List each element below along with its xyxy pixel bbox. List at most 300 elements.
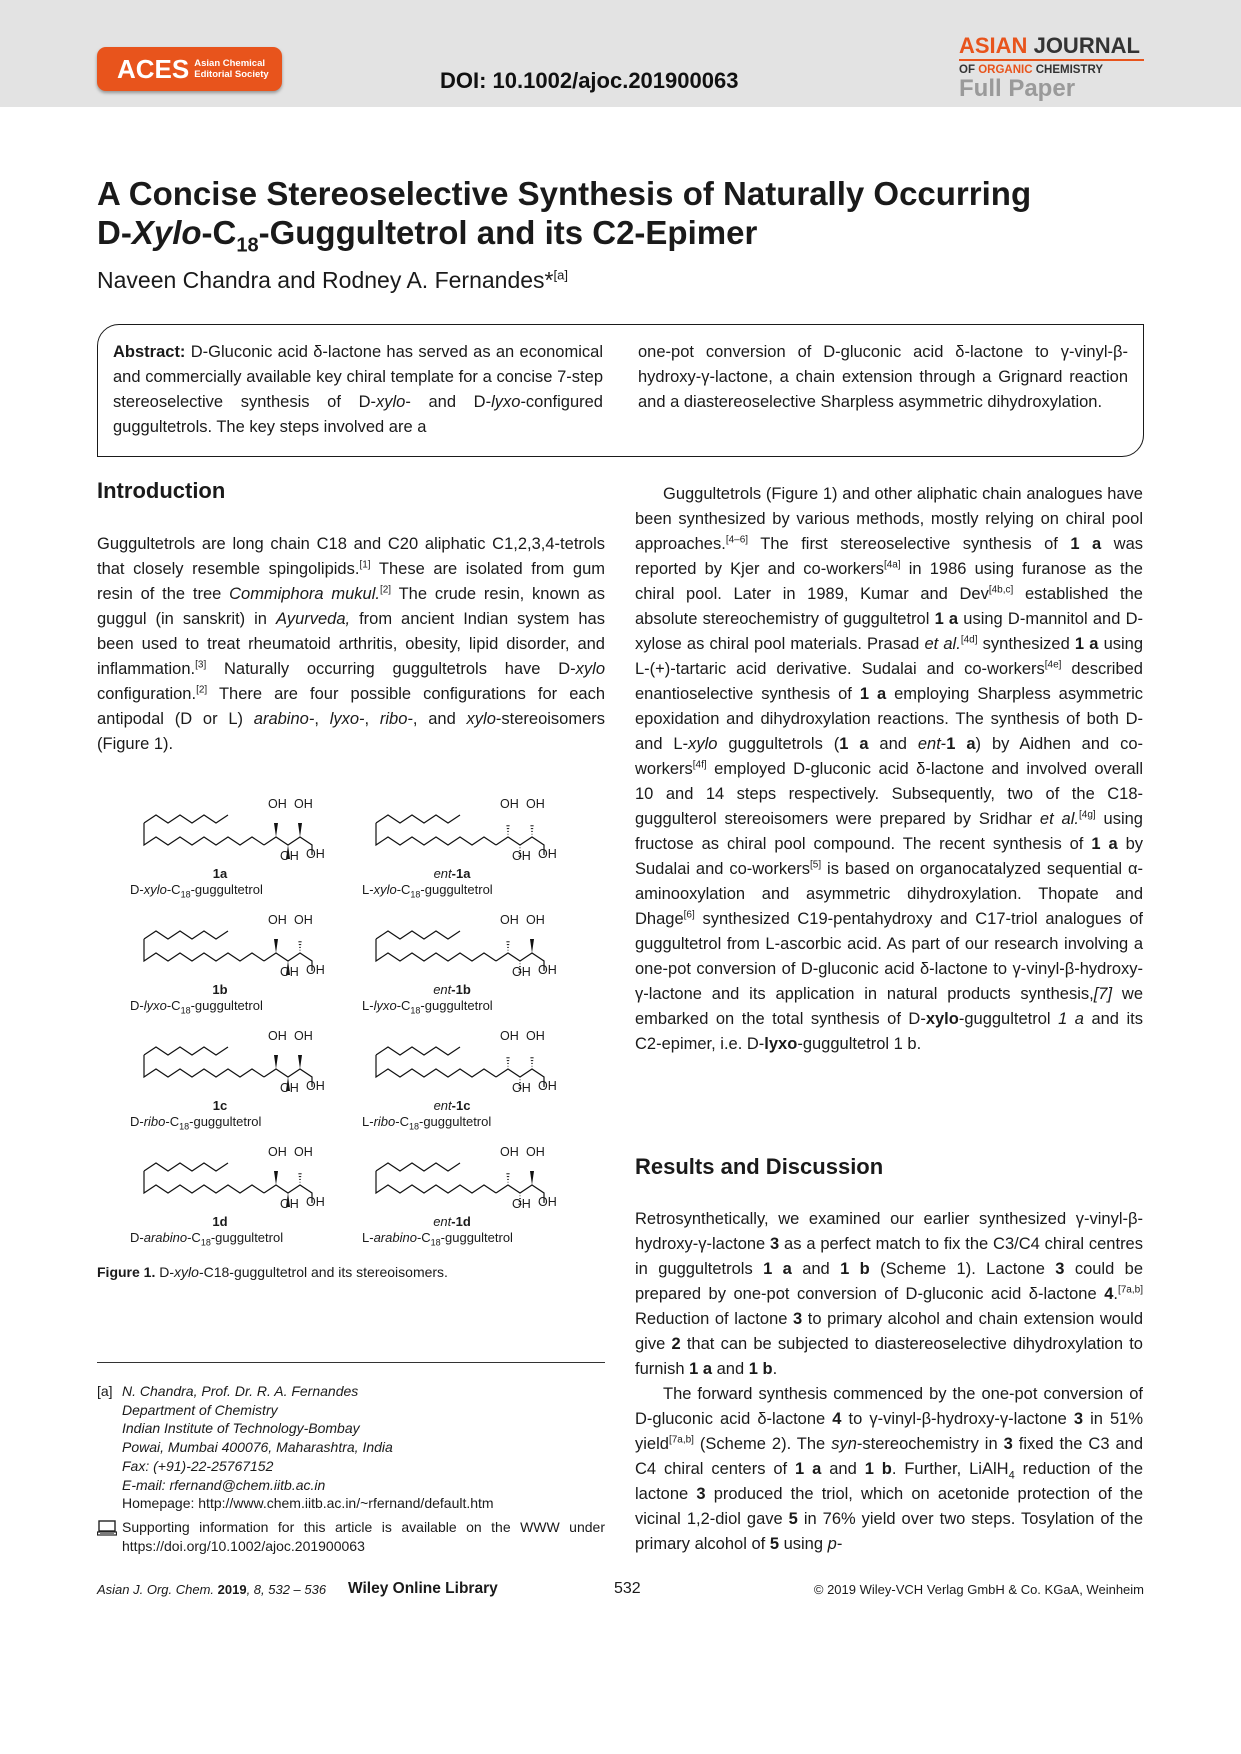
intro-xylo: xylo: [575, 660, 605, 678]
compound-label: [372, 1214, 532, 1229]
text-run: -guggultetrol: [958, 1010, 1059, 1028]
ref-link[interactable]: [4d]: [960, 634, 978, 646]
intro-species: Commiphora mukul.: [229, 585, 380, 603]
name-part: -C: [395, 1114, 409, 1129]
results-section: [635, 1154, 1143, 1180]
hydroxyl-label: OH: [268, 797, 287, 811]
text-run: fixed the C3 and C4 chiral centers of: [635, 1435, 1143, 1478]
text-run: -stereochemistry in: [856, 1435, 1004, 1453]
name-part: -guggultetrol: [420, 998, 493, 1013]
text-run: using: [779, 1535, 828, 1553]
name-part: 18: [180, 1005, 191, 1016]
intro-c: The crude resin, known as guggul (in sanskrit) in: [97, 585, 605, 628]
hydroxyl-label: OH: [512, 1197, 531, 1211]
text-run: -: [940, 735, 947, 753]
page-number: 532: [614, 1580, 641, 1597]
doi[interactable]: DOI: 10.1002/ajoc.201900063: [440, 68, 739, 93]
intro-arabino: arabino-: [253, 710, 315, 728]
abs-t2: -: [370, 393, 376, 411]
hydroxyl-label: OH: [526, 797, 545, 811]
compound-number: 2: [671, 1335, 681, 1353]
copyright: © 2019 Wiley-VCH Verlag GmbH & Co. KGaA, Weinheim: [813, 1582, 1144, 1597]
ref-link[interactable]: [4–6]: [725, 534, 749, 546]
compound-number: 1 a: [839, 735, 869, 753]
name-part: -guggultetrol: [189, 1114, 262, 1129]
compound-number: lyxo: [764, 1035, 798, 1053]
computer-icon: [97, 1520, 117, 1536]
compound-name: [362, 882, 542, 900]
hydroxyl-label: OH: [500, 797, 519, 811]
figure-1: [130, 795, 580, 1255]
compound-label: 1b: [212, 982, 228, 997]
abs-d3: D: [473, 393, 486, 411]
ref-link[interactable]: [7a,b]: [1117, 1284, 1143, 1296]
journal-word-chemistry: CHEMISTRY: [1035, 64, 1104, 76]
footer-year: 2019: [217, 1582, 247, 1597]
text-run: as a perfect match to fix the C3/C4 chiral centres in guggultetrols: [635, 1235, 1143, 1278]
wedge-bond: [274, 823, 278, 837]
name-part: xylo: [373, 882, 397, 897]
hydroxyl-label: OH: [280, 965, 299, 979]
name-part: L-: [362, 882, 374, 897]
text-run: 1 b: [893, 1035, 917, 1053]
ref-link[interactable]: [5]: [810, 859, 822, 871]
abs-lyxo: lyxo: [491, 393, 521, 411]
wedge-bond: [274, 939, 278, 953]
text-run: The forward synthesis commenced by the one-pot conversion of D-gluconic acid δ-lactone: [635, 1385, 1143, 1428]
compound-number: 3: [1073, 1410, 1084, 1428]
aces-logo-subtitle: [194, 58, 268, 80]
text-run: in 76% yield over two steps. Tosylation of the primary alcohol of: [635, 1510, 1143, 1553]
compound-num: -1b: [451, 982, 471, 997]
hydroxyl-label: OH: [538, 963, 557, 977]
text-run: Reduction of lactone: [635, 1310, 793, 1328]
compound-label: 1d: [212, 1214, 228, 1229]
title-sub18: 18: [236, 234, 259, 257]
text-run: . Further, LiAlH: [891, 1460, 1009, 1478]
compound-number: 3: [793, 1310, 803, 1328]
name-part: -guggultetrol: [210, 1230, 284, 1245]
compound-number: 1 b: [864, 1460, 892, 1478]
compound-num: -1a: [451, 866, 471, 881]
abs-r-a: one-pot conversion of: [638, 343, 824, 361]
abs-t3: - and: [405, 393, 474, 411]
text-run: could be prepared by one-pot conversion of D-gluconic acid δ-lactone: [635, 1260, 1144, 1303]
intro-sep: ,: [364, 710, 380, 728]
text-run: employed D-gluconic acid δ-lactone and involved overall 10 and 14 steps respectively. Subsequently, two of the C18-guggulterol stereoisomers were prepared by Sridhar: [635, 760, 1143, 828]
supporting-info-note: [97, 1518, 605, 1555]
fig-cap-it: xylo: [174, 1264, 199, 1280]
compound-name: [130, 998, 310, 1016]
supporting-info-text[interactable]: Supporting information for this article is available on the WWW under https://doi.org/10.1002/ajoc.201900063: [122, 1519, 605, 1554]
author-names: Naveen Chandra and Rodney A. Fernandes*: [97, 267, 554, 293]
aces-logo: [97, 47, 282, 91]
abs-d2: D: [358, 393, 371, 411]
italic-text: [7]: [1093, 985, 1113, 1003]
compound-number: 1 a: [1091, 835, 1118, 853]
footnote-rule: [97, 1362, 605, 1363]
wedge-bond: [274, 1171, 278, 1185]
compound-number: 1 a: [763, 1260, 792, 1278]
ref-link[interactable]: [4a]: [883, 559, 901, 571]
compound-number: 3: [1003, 1435, 1013, 1453]
text-run: guggultetrols (: [717, 735, 840, 753]
text-run: and: [712, 1360, 749, 1378]
text-run: -guggultetrol: [797, 1035, 894, 1053]
hydroxyl-label: OH: [268, 1029, 287, 1043]
journal-word-organic: ORGANIC: [978, 64, 1033, 76]
article-type: Full Paper: [959, 75, 1076, 102]
title-d-prefix: D-: [97, 214, 132, 251]
hydroxyl-label: OH: [294, 913, 313, 927]
ref-link[interactable]: [6]: [683, 909, 695, 921]
compound-number: 3: [1055, 1260, 1065, 1278]
abs-xylo: xylo: [375, 393, 406, 411]
journal-logo: [959, 35, 1144, 101]
text-run: Guggultetrols (Figure 1) and other aliphatic chain analogues have been synthesized by various methods, mostly relying on chiral pool approaches.: [635, 485, 1143, 553]
title-xylo: Xylo: [131, 214, 202, 251]
footnote-address: Powai, Mumbai 400076, Maharashtra, India: [122, 1439, 393, 1456]
footnote-tag: [a]: [97, 1383, 113, 1399]
name-part: D-: [130, 1114, 144, 1129]
title-line1: A Concise Stereoselective Synthesis of Naturally Occurring: [97, 175, 1032, 212]
chain-bond: [144, 931, 228, 939]
footnote-names: N. Chandra, Prof. Dr. R. A. Fernandes: [122, 1383, 359, 1399]
text-run: Retrosynthetically, we examined our earlier synthesized γ-vinyl-β-hydroxy-γ-lactone: [635, 1210, 1143, 1253]
text-run: is based on organocatalyzed sequential α-aminooxylation and asymmetric dihydroxylation. Thopate and Dhage: [635, 860, 1143, 928]
hydroxyl-label: OH: [500, 1145, 519, 1159]
text-run: by Sudalai and co-workers: [635, 835, 1144, 878]
wedge-bond: [530, 939, 534, 953]
name-part: lyxo: [143, 998, 167, 1013]
name-part: -guggultetrol: [420, 882, 493, 897]
name-part: 18: [180, 889, 191, 900]
ref-link[interactable]: [7a,b]: [668, 1434, 694, 1446]
wedge-bond: [530, 1171, 534, 1185]
name-part: 18: [179, 1121, 190, 1132]
italic-text: 1 a: [1058, 1010, 1084, 1028]
figure-caption-label: Figure 1.: [97, 1264, 156, 1280]
footnote-homepage[interactable]: Homepage: http://www.chem.iitb.ac.in/~rfernand/default.htm: [122, 1495, 494, 1512]
italic-text: et al.: [924, 635, 961, 653]
text-run: (Scheme 1). Lactone: [869, 1260, 1056, 1278]
hydroxyl-label: OH: [512, 849, 531, 863]
name-part: 18: [410, 1005, 421, 1016]
name-part: -C: [396, 998, 411, 1013]
text-run: ) by Aidhen and co-workers: [635, 735, 1143, 778]
text-run: and: [791, 1260, 841, 1278]
intro-sep: ,: [314, 710, 330, 728]
italic-text: et al.: [1039, 810, 1079, 828]
ent-prefix: ent: [433, 1214, 452, 1229]
chain-bond: [376, 1163, 460, 1171]
chain-bond: [376, 1171, 496, 1193]
footer-citation: [97, 1582, 326, 1597]
results-paragraph-1: [635, 1207, 1143, 1382]
name-part: ribo: [373, 1114, 396, 1129]
journal-logo-rule: [959, 59, 1144, 61]
compound-label: [372, 982, 532, 997]
compound-name: [130, 1230, 310, 1248]
name-part: L-: [362, 1230, 374, 1245]
hydroxyl-label: OH: [268, 1145, 287, 1159]
ent-prefix: ent: [433, 1098, 452, 1113]
name-part: L-: [362, 1114, 374, 1129]
ref-link[interactable]: [1]: [359, 559, 371, 571]
ref-link[interactable]: [4e]: [1044, 659, 1062, 671]
text-run: and its C2-epimer, i.e. D-: [635, 1010, 1143, 1053]
text-run: and: [821, 1460, 865, 1478]
results-heading: Results and Discussion: [635, 1154, 884, 1179]
name-part: 18: [410, 889, 421, 900]
journal-word-of: OF: [959, 64, 975, 76]
footnote-inst: Indian Institute of Technology-Bombay: [122, 1420, 360, 1437]
fig-cap-pre: D-: [155, 1264, 175, 1280]
compound-number: xylo: [925, 1010, 959, 1028]
affiliation-footnote: [97, 1382, 605, 1513]
name-part: xylo: [143, 882, 167, 897]
introduction-heading: Introduction: [97, 478, 226, 503]
text-run: -: [836, 1535, 843, 1553]
hydroxyl-label: OH: [500, 1029, 519, 1043]
name-part: -guggultetrol: [190, 998, 263, 1013]
hydroxyl-label: OH: [280, 1081, 299, 1095]
name-part: 18: [200, 1237, 211, 1248]
hydroxyl-label: OH: [538, 847, 557, 861]
hydroxyl-label: OH: [306, 963, 325, 977]
text-run: synthesized C19-pentahydroxy and C17-triol analogues of guggultetrol from L-ascorbic acid. As part of our research involving a one-pot conversion of D-gluconic acid δ-lactone to γ-vinyl-β-hydroxy-γ-lactone and its application in natural products synthesis,: [635, 910, 1143, 1003]
ref-link[interactable]: [3]: [195, 659, 207, 671]
ref-link[interactable]: [2]: [379, 584, 392, 596]
intro-e: Naturally occurring guggultetrols have D-: [206, 660, 576, 678]
footer-vol: , 8, 532 – 536: [246, 1582, 327, 1597]
text-run: established the absolute stereochemistry of guggultetrol: [635, 585, 1143, 628]
intro-continued-paragraph: [635, 482, 1143, 1057]
text-run: The first stereoselective synthesis of: [748, 535, 1071, 553]
name-part: -guggultetrol: [418, 1114, 492, 1129]
journal-word-asian: ASIAN: [959, 33, 1028, 58]
title-c: -C: [201, 214, 237, 251]
hydroxyl-label: OH: [538, 1079, 557, 1093]
intro-xylo2: xylo: [466, 710, 496, 728]
text-run: described enantioselective synthesis of: [635, 660, 1143, 703]
author-affil-mark: [a]: [553, 267, 568, 283]
text-run: in 51% yield: [635, 1410, 1143, 1453]
compound-number: 1 b: [840, 1260, 870, 1278]
compound-number: 1 a: [795, 1460, 822, 1478]
name-part: -C: [166, 882, 181, 897]
compound-name: [362, 1114, 542, 1132]
article-title: [97, 174, 1097, 266]
journal-word-journal: JOURNAL: [1033, 33, 1140, 58]
hydroxyl-label: OH: [538, 1195, 557, 1209]
hydroxyl-label: OH: [306, 847, 325, 861]
intro-d: from ancient Indian system has been used to treat rheumatoid arthritis, obesity, lipid disorder, and inflammation.: [97, 610, 605, 678]
name-part: -C: [396, 882, 411, 897]
intro-b: These are isolated from gum resin of the tree: [97, 560, 605, 603]
name-part: L-: [362, 998, 374, 1013]
aces-sub-line1: Asian Chemical: [194, 58, 265, 69]
compound-number: 3: [770, 1235, 780, 1253]
intro-ayurveda: Ayurveda,: [275, 610, 351, 628]
footer-journal: Asian J. Org. Chem.: [97, 1582, 218, 1597]
name-part: -C: [416, 1230, 431, 1245]
name-part: D-: [130, 998, 144, 1013]
wedge-bond: [274, 1055, 278, 1069]
compound-number: 1 a: [946, 735, 976, 753]
text-run: reduction of the lactone: [635, 1460, 1144, 1503]
compound-label: [372, 1098, 532, 1113]
ref-link[interactable]: [2]: [196, 684, 208, 696]
results-paragraph-2: [635, 1382, 1143, 1557]
ref-link[interactable]: [4f]: [692, 759, 707, 771]
chain-bond: [144, 939, 264, 961]
compound-label: 1a: [212, 866, 228, 881]
hydroxyl-label: OH: [294, 797, 313, 811]
chain-bond: [376, 815, 460, 823]
intro-ribo: ribo-: [379, 710, 413, 728]
ref-link[interactable]: [4g]: [1078, 809, 1096, 821]
abstract-label: Abstract:: [113, 343, 186, 361]
intro-lyxo: lyxo-: [329, 710, 365, 728]
compound-number: 1 a: [1074, 635, 1099, 653]
chain-bond: [376, 1047, 460, 1055]
figure-caption: [97, 1264, 448, 1280]
italic-text: p: [827, 1535, 837, 1553]
compound-number: 5: [769, 1535, 779, 1553]
compound-number: 1 a: [689, 1360, 713, 1378]
compound-name: [362, 998, 542, 1016]
footnote-fax: Fax: (+91)-22-25767152: [122, 1457, 274, 1474]
hydroxyl-label: OH: [268, 913, 287, 927]
compound-number: 5: [788, 1510, 798, 1528]
footnote-dept: Department of Chemistry: [122, 1401, 278, 1418]
compound-number: 1 a: [1070, 535, 1102, 553]
compound-label: 1c: [212, 1098, 228, 1113]
text-run: .: [916, 1035, 922, 1053]
hydroxyl-label: OH: [512, 965, 531, 979]
hydroxyl-label: OH: [526, 1145, 545, 1159]
text-run: using L-(+)-tartaric acid derivative. Sudalai and co-workers: [635, 635, 1144, 678]
hydroxyl-label: OH: [294, 1145, 313, 1159]
abs-r-b: -gluconic acid δ-lactone to γ-vinyl-β-hydroxy-γ-lactone, a chain extension through a Grignard reaction and a diastereoselective Sharpless asymmetric dihydroxylation.: [638, 343, 1128, 411]
name-part: -C: [187, 1230, 201, 1245]
compound-number: 3: [696, 1485, 706, 1503]
subscript: 4: [1008, 1469, 1015, 1482]
name-part: -C: [165, 1114, 180, 1129]
abs-t5: -configured guggultetrols. The key steps involved are a: [113, 393, 603, 436]
ref-link[interactable]: [4b,c]: [988, 584, 1014, 596]
wedge-bond: [298, 1055, 302, 1069]
abstract-left: [113, 340, 603, 440]
aces-logo-word: ACES: [117, 53, 190, 84]
text-run: synthesized: [977, 635, 1075, 653]
abs-d1: D: [190, 343, 203, 361]
compound-name: [130, 1114, 310, 1132]
title-line2: [97, 213, 1097, 266]
compound-name: [362, 1230, 542, 1248]
abs-r-d: D: [823, 343, 836, 361]
name-part: -C: [166, 998, 181, 1013]
hydroxyl-label: OH: [306, 1195, 325, 1209]
hydroxyl-label: OH: [280, 1197, 299, 1211]
text-run: .: [1113, 1285, 1118, 1303]
text-run: was reported by Kjer and co-workers: [635, 535, 1144, 578]
chain-bond: [144, 823, 264, 845]
name-part: -guggultetrol: [440, 1230, 513, 1245]
text-run: using D-mannitol and D-xylose as chiral pool materials. Prasad: [635, 610, 1144, 653]
intro-f: configuration.: [97, 685, 197, 703]
compound-num: -1d: [451, 1214, 471, 1229]
abs-t1: -Gluconic acid δ-lactone has served as an economical and commercially available key chiral template for a concise 7-step stereoselective synthesis of: [113, 343, 603, 411]
italic-text: ent: [917, 735, 941, 753]
hydroxyl-label: OH: [280, 849, 299, 863]
hydroxyl-label: OH: [526, 1029, 545, 1043]
compound-number: 4: [1104, 1285, 1114, 1303]
hydroxyl-label: OH: [306, 1079, 325, 1093]
hydroxyl-label: OH: [512, 1081, 531, 1095]
chain-bond: [376, 939, 496, 961]
intro-i: -stereoisomers (Figure 1).: [97, 710, 606, 753]
chain-bond: [376, 931, 460, 939]
wedge-bond: [298, 823, 302, 837]
compound-number: 4: [832, 1410, 842, 1428]
name-part: 18: [430, 1237, 441, 1248]
compound-name: [130, 882, 310, 900]
intro-h: , and: [412, 710, 467, 728]
compound-number: 1 b: [748, 1360, 773, 1378]
compound-number: 1 a: [934, 610, 959, 628]
ent-prefix: ent: [433, 982, 452, 997]
text-run: to primary alcohol and chain extension would give: [635, 1310, 1143, 1353]
name-part: arabino: [373, 1230, 417, 1245]
text-run: produced the triol, which on acetonide protection of the vicinal 1,2-diol gave: [635, 1485, 1143, 1528]
ent-prefix: ent: [433, 866, 452, 881]
compound-label: [372, 866, 532, 881]
introduction-section: [97, 478, 605, 504]
title-rest: -Guggultetrol and its C2-Epimer: [258, 214, 758, 251]
italic-text: syn: [831, 1435, 857, 1453]
intro-a: Guggultetrols are long chain C18 and C20 aliphatic C1,2,3,4-tetrols that closely resemble spingolipids.: [97, 535, 605, 578]
hydroxyl-label: OH: [294, 1029, 313, 1043]
chain-bond: [144, 1171, 264, 1193]
footnote-email[interactable]: E-mail: rfernand@chem.iitb.ac.in: [122, 1476, 326, 1493]
hydroxyl-label: OH: [500, 913, 519, 927]
chain-bond: [376, 1055, 496, 1077]
intro-g: There are four possible configurations for each antipodal (D or L): [97, 685, 605, 728]
text-run: using fructose as chiral pool compound. The recent synthesis of: [635, 810, 1143, 853]
name-part: lyxo: [373, 998, 397, 1013]
text-run: employing Sharpless asymmetric epoxidation and dihydroxylation reactions. The synthesis of both D- and L-: [635, 685, 1144, 753]
introduction-paragraph: [97, 532, 605, 757]
chain-bond: [144, 1055, 264, 1077]
chain-bond: [144, 1163, 228, 1171]
text-run: .: [772, 1360, 778, 1378]
italic-text: xylo: [688, 735, 718, 753]
authors: [97, 267, 568, 294]
name-part: ribo: [143, 1114, 166, 1129]
text-run: that can be subjected to diastereoselective dihydroxylation to furnish: [635, 1335, 1143, 1378]
text-run: (Scheme 2). The: [693, 1435, 832, 1453]
text-run: and: [868, 735, 918, 753]
abs-t4: -: [485, 393, 492, 411]
text-run: we embarked on the total synthesis of D-: [635, 985, 1143, 1028]
name-part: 18: [408, 1121, 419, 1132]
name-part: -guggultetrol: [190, 882, 263, 897]
wiley-online-library-logo[interactable]: Wiley Online Library: [348, 1580, 498, 1597]
abstract-right: [638, 340, 1128, 415]
chain-bond: [144, 1047, 228, 1055]
